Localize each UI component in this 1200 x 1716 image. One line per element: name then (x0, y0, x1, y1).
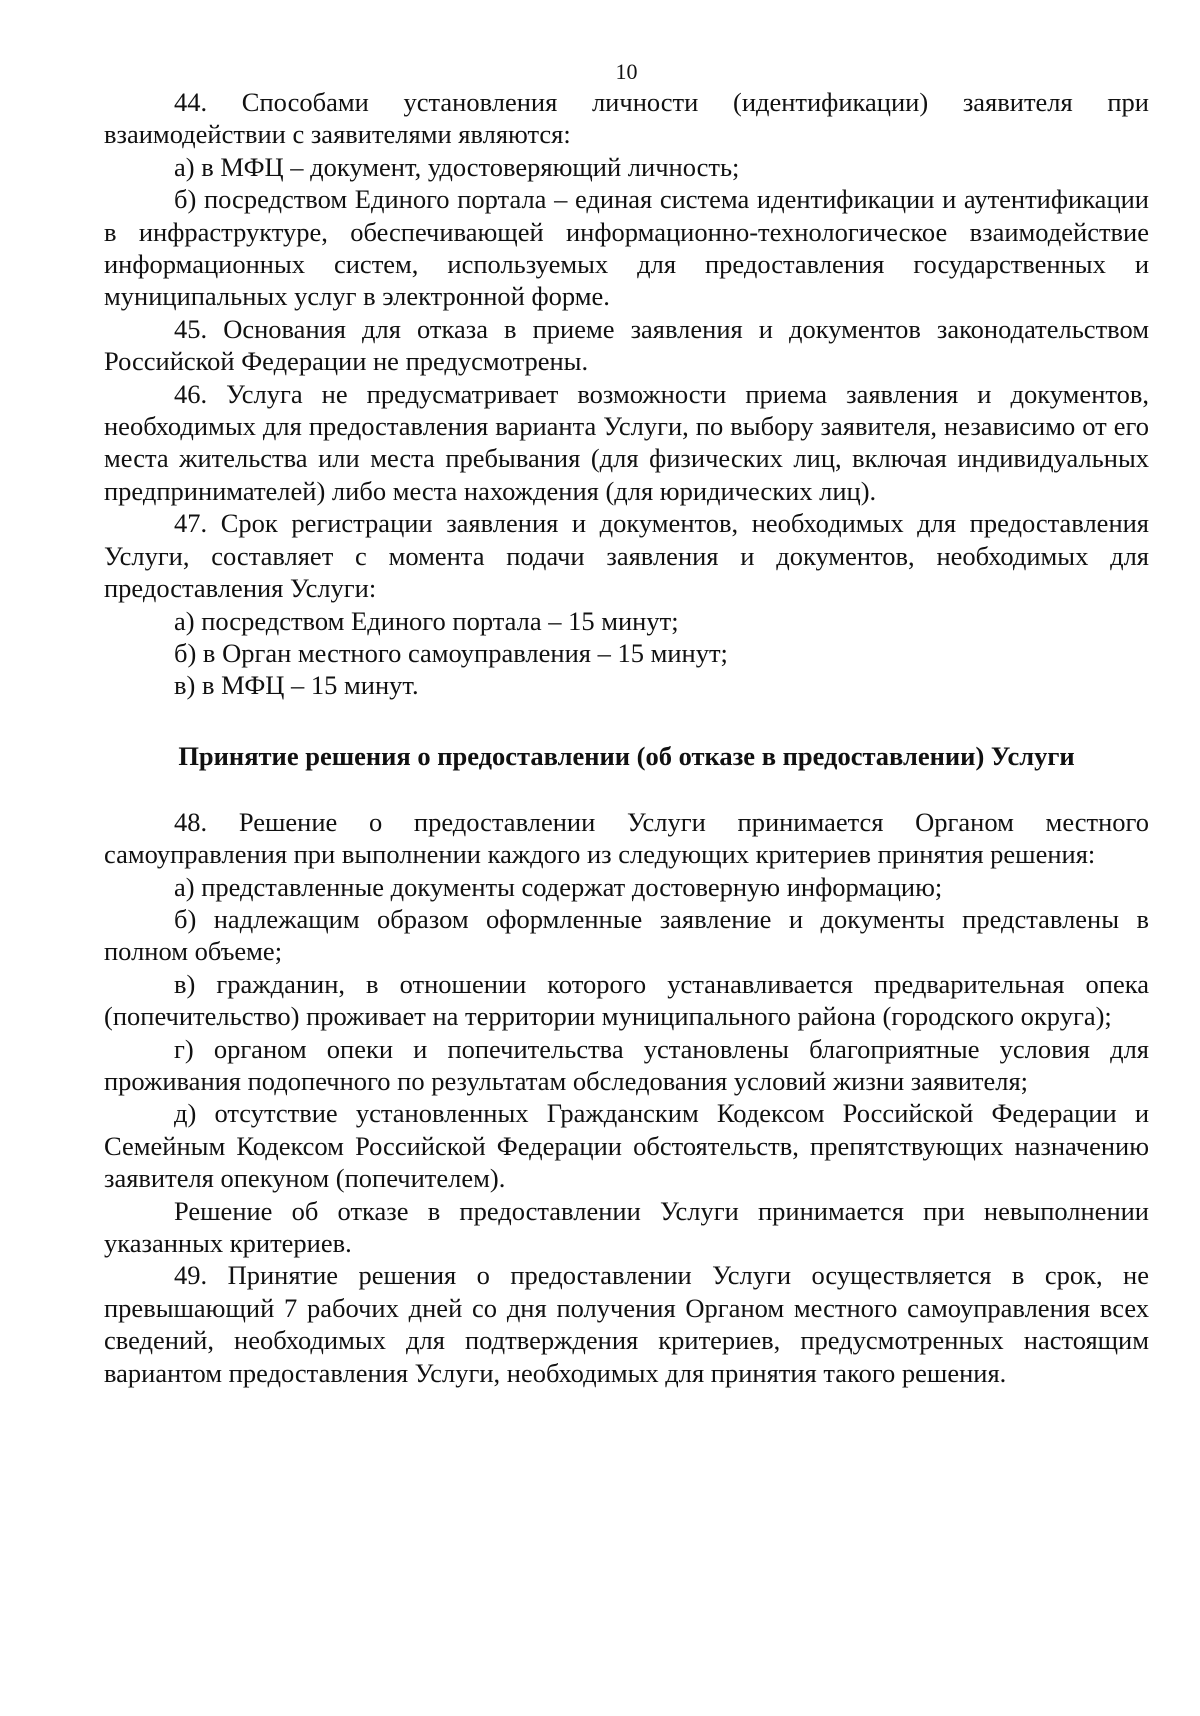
paragraph-49: 49. Принятие решения о предоставлении Услуги осуществляется в срок, не превышающий 7 рабочих дней со дня получения Органом местного самоуправления всех сведений, необходимых для подтверждения критериев, предусмотренных настоящим вариантом предоставления Услуги, необходимых для принятия такого решения. (104, 1260, 1149, 1388)
paragraph-46: 46. Услуга не предусматривает возможности приема заявления и документов, необходимых для предоставления варианта Услуги, по выбору заявителя, независимо от его места жительства или места пребывания (для физических лиц, включая индивидуальных предпринимателей) либо места нахождения (для юридических лиц). (104, 378, 1149, 506)
paragraph-44: 44. Способами установления личности (идентификации) заявителя при взаимодействии с заявителями являются: (104, 87, 1149, 150)
section-heading: Принятие решения о предоставлении (об отказе в предоставлении) Услуги (178, 740, 1075, 771)
paragraph-48: 48. Решение о предоставлении Услуги принимается Органом местного самоуправления при выполнении каждого из следующих критериев принятия решения: (104, 806, 1149, 870)
paragraph-44-a: а) в МФЦ – документ, удостоверяющий личность; (174, 151, 740, 182)
paragraph-48-a: а) представленные документы содержат достоверную информацию; (174, 871, 943, 902)
paragraph-45: 45. Основания для отказа в приеме заявления и документов законодательством Российской Федерации не предусмотрены. (104, 313, 1149, 377)
paragraph-47: 47. Срок регистрации заявления и документов, необходимых для предоставления Услуги, составляет с момента подачи заявления и документов, необходимых для предоставления Услуги: (104, 508, 1149, 604)
page-number: 10 (615, 59, 638, 84)
paragraph-48-d: г) органом опеки и попечительства установлены благоприятные условия для проживания подопечного по результатам обследования условий жизни заявителя; (104, 1033, 1149, 1096)
document-page (104, 58, 1149, 1389)
paragraph-48-b: б) надлежащим образом оформленные заявление и документы представлены в полном объеме; (104, 903, 1149, 967)
paragraph-48-c: в) гражданин, в отношении которого устанавливается предварительная опека (попечительство) проживает на территории муниципального района (городского округа); (104, 968, 1149, 1032)
paragraph-refusal: Решение об отказе в предоставлении Услуги принимается при невыполнении указанных критериев. (104, 1195, 1149, 1258)
paragraph-47-b: б) в Орган местного самоуправления – 15 минут; (174, 637, 728, 668)
paragraph-48-e: д) отсутствие установленных Гражданским Кодексом Российской Федерации и Семейным Кодексом Российской Федерации обстоятельств, препятствующих назначению заявителя опекуном (попечителем). (104, 1098, 1149, 1194)
paragraph-47-c: в) в МФЦ – 15 минут. (174, 670, 419, 701)
paragraph-47-a: а) посредством Единого портала – 15 минут; (174, 605, 679, 636)
paragraph-44-b: б) посредством Единого портала – единая система идентификации и аутентификации в инфраструктуре, обеспечивающей информационно-технологическое взаимодействие информационных систем, используемых для предоставления государственных и муниципальных услуг в электронной форме. (104, 184, 1149, 312)
